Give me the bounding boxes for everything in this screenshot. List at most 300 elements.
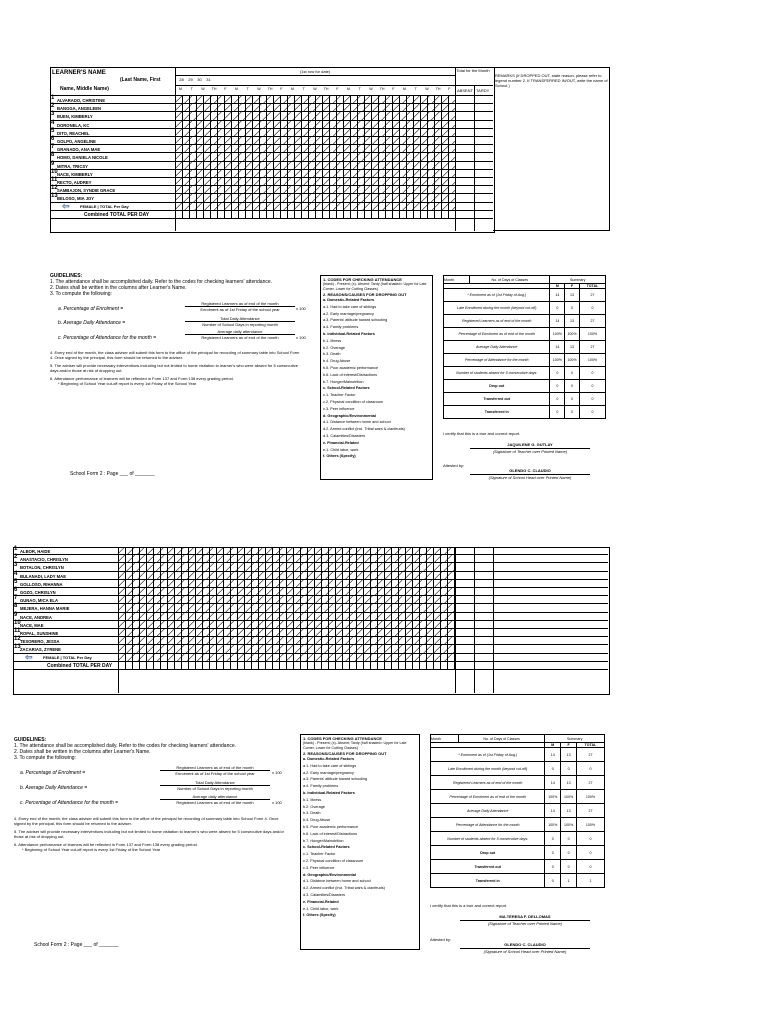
guideline-6b: * Beginning of School Year cut-off report is every 1st Friday of the School Year [58,381,197,386]
total-label: TOTAL [577,743,605,748]
cell-lines [175,162,455,169]
code-item: a.3. Parents' attitude toward schooling [323,318,388,323]
codes-title-1: 1. CODES FOR CHECKING ATTENDANCE [323,277,402,282]
learner-name: DITO, REACHEL [57,130,90,136]
summary-value: 0 [545,762,561,776]
learner-name: BANGGA, ANGELEEN [57,106,102,112]
summary-value: 0 [565,406,580,419]
summary-value: 13 [565,341,580,354]
summary-row-label: Late Enrollment during the month (beyond cut-off) [431,762,545,776]
summary-label: Summary [550,276,606,284]
code-item: d.2. Armed conflict (incl. Tribal wars & clanfeuds) [303,886,385,891]
formula-a-num: Registered Learners as of end of the month [201,301,279,306]
summary-value: 13 [561,776,577,790]
table-row[interactable] [13,621,608,629]
guidelines-2 [14,737,284,761]
learner-name: TESORERO, JESSA [20,639,60,645]
codes-desc-2: (blank) - Present; (x)- Absent; Tardy (half shaded= Upper for Late Comer, Lower for Cutting Classes) [303,741,407,750]
code-item: b.1. Illness [323,338,342,343]
cell-lines [118,547,455,554]
cell-lines [175,170,455,177]
female-total-label: FEMALE | TOTAL Per Day [43,654,92,660]
summary-row [444,367,606,380]
code-item: a.2. Early marriage/pregnancy [303,770,354,775]
date-cell: 28 [179,77,184,82]
day-cell: M [235,87,238,91]
days-classes-label: No. of Days of Classes [470,276,550,284]
formula-b-label-2: b. Average Daily Attendance = [20,785,88,791]
formula-a-den-2: Enrolment as of 1st Friday of the school year [160,770,270,776]
x100-c-2: x 100 [272,800,282,805]
x100-a-2: x 100 [272,770,282,775]
combined-total-label: Combined TOTAL PER DAY [84,211,150,218]
row-number: 2 [14,554,18,561]
summary-value: 0 [561,860,577,874]
date-cell: 29 [188,77,193,82]
learner-name: MEJERA, HANNA MARIE [20,606,70,612]
summary-row [431,818,605,832]
code-item: d.3. Calamities/Disasters [303,892,345,897]
summary-value: 0 [561,762,577,776]
teacher-name-1: JAQUILENE G. GUTLAY [470,442,590,449]
female-total-row [13,651,608,662]
cell-lines [118,613,455,620]
code-item: d.1. Distance between home and school [323,420,391,425]
code-item: c.1. Teacher Factor [303,852,336,857]
day-cell: TH [379,87,385,91]
summary-row [444,380,606,393]
code-item: c.3. Peer influence [303,865,335,870]
codes-list-1 [323,297,430,460]
summary-row [431,762,605,776]
code-item: f. Others (Specify) [323,454,356,459]
summary-value: 0 [545,846,561,860]
cell-lines [118,637,455,644]
table-row[interactable] [50,170,493,178]
table-row[interactable] [50,137,493,145]
table-row[interactable] [13,645,608,653]
day-cell: T [246,87,249,91]
code-item: d. Geographic/Environmental [323,413,376,418]
summary-header-row [431,735,605,743]
teacher-signature-2 [460,914,590,926]
summary-value: 27 [579,289,605,302]
code-item: a.1. Had to take care of siblings [323,304,377,309]
summary-value: 0 [579,380,605,393]
code-item: d. Geographic/Environmental [303,872,356,877]
guideline-2-b: 2. Dates shall be written in the columns after Learner's Name. [14,749,151,755]
cell-lines [118,596,455,603]
summary-row [444,393,606,406]
code-item: b. Individual-Related Factors [323,331,375,336]
m-label: M [545,743,561,748]
day-cell: W [201,87,205,91]
combined-total-row [13,662,608,670]
code-item: a.1. Had to take care of siblings [303,763,357,768]
table-row[interactable] [13,555,608,563]
learner-name: ROPAL, SUNSHINE [20,631,59,636]
formula-c-num-2: Average daily attendance [192,794,238,799]
summary-value: 0 [550,393,565,406]
cell-lines [118,555,455,562]
row-number: 12 [14,636,21,643]
summary-value: 0 [577,832,605,846]
x100-c: x 100 [296,335,306,340]
female-total-lines [118,654,455,661]
learner-name: SAMBAJON, SYNDIE GRACE [57,188,116,194]
combined-total-row [50,211,493,219]
row-number: 9 [51,160,55,167]
row-number: 12 [51,185,58,192]
combined-total-lines [175,211,455,218]
summary-row-label: Average Daily Attendance [431,804,545,818]
formula-a-label: a. Percentage of Enrolment = [58,306,124,312]
summary-label: Summary [545,735,605,743]
learner-name: ANASTACIO, CHRISLYN [20,557,68,563]
code-item: e.1. Child labor, work [303,906,339,911]
row-number: 13 [51,193,58,200]
table-row[interactable] [13,547,608,555]
learner-name: MITRA, TRICSY [57,163,88,169]
code-item: b.4. Drug Abuse [323,359,351,364]
summary-value: 100% [550,354,565,367]
summary-value: 27 [579,315,605,328]
summary-row [431,790,605,804]
summary-value: 100% [565,354,580,367]
table-row[interactable] [50,194,493,202]
summary-value: 0 [565,380,580,393]
cell-lines [175,145,455,152]
summary-table-1 [443,275,606,419]
day-cell: F [224,87,227,91]
table-row[interactable] [13,629,608,637]
code-item: b.2. Overage [303,804,325,809]
summary-row-label: * Enrolment as of (1st Friday of Aug.) [444,289,550,302]
summary-value: 14 [550,315,565,328]
f-label: F [561,743,577,748]
table-row[interactable] [50,145,493,153]
summary-row [444,328,606,341]
summary-row-label: Percentage of Attendance for the month [444,354,550,367]
month-cell[interactable]: Month [431,735,459,743]
row-number: 4 [14,570,18,577]
summary-row-label: Percentage of Enrolment as of end of the month [431,790,545,804]
table-row[interactable] [50,104,493,112]
code-item: a.4. Family problems [303,784,339,789]
table-row[interactable] [13,572,608,580]
day-cell: T [414,87,417,91]
summary-row-label: Number of students absent for 5 consecutive days: [431,832,545,846]
summary-table-2 [430,734,605,888]
summary-header-row [444,276,606,284]
formula-c-num: Average daily attendance [217,329,263,334]
row-number: 1 [51,95,55,101]
summary-row-label: Registered Learners as of end of the month [431,776,545,790]
guidelines-1-more [50,350,300,386]
guidelines-1 [50,273,320,297]
school-form-page-2: School Form 2 : Page ___ of _______ [34,942,119,948]
code-item: d.3. Calamities/Disasters [323,433,365,438]
code-item: b.3. Death [303,811,321,816]
guideline-1: 1. The attendance shall be accomplished daily. Refer to the codes for checking learners' attendance. [50,279,273,285]
guideline-4: 4. Every end of the month, the class adviser will submit this form to the office of the principal for recording of summary table into School Form 4. Once signed by the principal, this form should be returned to the adviser. [50,350,300,360]
codes-box-2 [300,734,420,950]
table-row[interactable] [50,178,493,186]
arrow-left-icon: ⇦ [25,651,33,662]
summary-row-label: Drop out [431,846,545,860]
table-row[interactable] [13,563,608,571]
remarks-label: REMARKS (If DROPPED OUT, state reason, please refer to legend number 2. If TRANSFERRED IN/OUT, write the name of School.) [495,73,608,88]
summary-row-label: Number of students absent for 5 consecutive days: [444,367,550,380]
summary-row-label: Percentage of Enrolment as of end of the month [444,328,550,341]
table-row[interactable] [50,112,493,120]
learner-name: GUNAO, MICA ELA [20,598,58,604]
cell-lines [175,178,455,185]
summary-value: 14 [545,748,561,762]
summary-row [444,302,606,315]
learner-name: GOLLOSO, RIHANNA [20,581,63,587]
summary-value: 13 [565,289,580,302]
learner-name: GRANADO, ANA MAE [57,147,101,153]
day-cell: M [347,87,350,91]
day-cell: F [280,87,283,91]
summary-value: 100% [577,818,605,832]
formula-c-2 [160,794,270,805]
cell-lines [175,137,455,144]
formula-b-den-2: Number of School Days in reporting month [160,785,270,791]
summary-value: 0 [579,367,605,380]
row-number: 11 [51,177,58,183]
remarks-column [493,67,610,231]
summary-value: 100% [579,354,605,367]
learner-name: RECTO, AUDREY [57,180,92,185]
summary-value: 0 [579,302,605,315]
summary-value: 27 [577,804,605,818]
date-row-line-top [175,75,455,76]
table-row[interactable] [13,596,608,604]
code-item: c. School-Related Factors [323,386,370,391]
row-number: 10 [14,619,21,626]
code-item: d.1. Distance between home and school [303,879,371,884]
cell-lines [175,112,455,119]
table-row[interactable] [13,588,608,596]
formula-a-2 [160,765,270,776]
codes-box-1 [320,275,433,480]
row-number: 8 [51,152,55,159]
learner-name: BULANADI, LADY MAE [20,573,66,579]
cell-lines [118,572,455,579]
formula-b-den: Number of School Days in reporting month [185,321,295,327]
guidelines-2-more [14,816,284,852]
summary-row-label: Transferred out [431,860,545,874]
summary-row-label: * Enrolment as of (1st Friday of Aug.) [431,748,545,762]
female-total-label: FEMALE | TOTAL Per Day [80,203,129,209]
row-number: 7 [51,144,55,151]
summary-row [444,315,606,328]
table-row[interactable] [13,580,608,588]
learner-name: ALBOR, HAIDE [20,549,51,554]
summary-value: 0 [577,846,605,860]
guideline-3: 3. To compute the following: [50,291,112,297]
row-number: 9 [14,611,18,618]
summary-value: 13 [561,804,577,818]
formula-c-den: Registered Learners as of end of the month [185,334,295,340]
summary-value: 1 [561,874,577,888]
table-row[interactable] [50,129,493,137]
cell-lines [118,604,455,611]
code-item: a.4. Family problems [323,325,359,330]
formula-a-label-2: a. Percentage of Enrolment = [20,770,86,776]
summary-value: 100% [579,328,605,341]
combined-total-lines [118,662,455,669]
month-cell[interactable]: Month [444,276,470,284]
summary-row [431,860,605,874]
table-row[interactable] [13,604,608,612]
tardy-label: TARDY [476,88,490,93]
code-item: b.4. Drug Abuse [303,818,331,823]
teacher-caption-1: (Signature of Teacher over Printed Name) [492,449,568,454]
m-label: M [550,284,565,289]
summary-row [431,832,605,846]
code-item: c.3. Peer influence [323,406,355,411]
summary-value: 100% [545,790,561,804]
cell-lines [118,629,455,636]
summary-value: 0 [561,832,577,846]
row-number: 1 [14,546,18,552]
formula-a-num-2: Registered Learners as of end of the month [176,765,254,770]
code-item: f. Others (Specify) [303,913,336,918]
day-cell: M [291,87,294,91]
absent-label: ABSENT [457,88,474,93]
code-item: b.7. Hunger/Malnutrition [323,379,364,384]
head-name-2: GLENDO C. CLAUDIO [460,942,590,949]
code-item: a. Domestic-Related Factors [303,757,355,761]
reasons-title-2: 2. REASONS/CAUSES FOR DROPPING OUT [303,751,387,756]
name-format-2: Name, Middle Name) [60,86,109,92]
learner-name: BOTALON, CHRISLYN [20,565,64,571]
code-item: a.3. Parents' attitude toward schooling [303,777,368,782]
learner-name: GOZO, CHRISLYN [20,590,56,595]
summary-value: 100% [561,818,577,832]
code-item: c.2. Physical condition of classroom [303,858,364,863]
day-cell: W [313,87,317,91]
learner-name: GOLPO, ANGELINE [57,139,96,144]
guidelines-title: GUIDELINES: [50,273,83,279]
guideline-6-b: 6. Attendance performance of learners will be reflected in Form 137 and Form 138 every grading period. [14,842,198,847]
day-cell: TH [267,87,273,91]
formula-b [185,316,295,327]
code-item: c. School-Related Factors [303,845,350,850]
table-row[interactable] [13,637,608,645]
table-row[interactable] [13,613,608,621]
date-cell: 31 [206,77,211,82]
head-name-1: GLENDO C. CLAUDIO [470,468,590,475]
formula-b-num: Total Daily Attendance [220,316,260,321]
total-sub-line [455,85,493,86]
teacher-signature-1 [470,442,590,454]
learner-name: DORONELA, KC [57,122,90,128]
summary-row [444,289,606,302]
row-number: 10 [51,168,58,175]
day-cell: W [369,87,373,91]
summary-row [444,406,606,419]
summary-value: 0 [545,874,561,888]
total-for-month: Total for the Month [456,68,490,73]
attested-2: Attested by: [430,937,452,942]
summary-value: 0 [550,302,565,315]
code-item: b.3. Death [323,352,341,357]
combined-total-label: Combined TOTAL PER DAY [47,662,113,669]
formula-b-2 [160,780,270,791]
head-caption-1: (Signature of School Head over Printed Name) [488,475,572,480]
cell-lines [175,129,455,136]
guideline-4-b: 4. Every end of the month, the class adviser will submit this form to the office of the principal for recording of summary table into School Form 4. Once signed by the principal, this form should be returned to the adviser. [14,816,279,826]
table-row[interactable] [50,162,493,170]
summary-value: 100% [565,328,580,341]
summary-value: 0 [545,860,561,874]
summary-value: 0 [550,380,565,393]
summary-value: 100% [577,790,605,804]
head-caption-2: (Signature of School Head over Printed Name) [483,949,567,954]
f-label: F [565,284,580,289]
cell-lines [118,563,455,570]
table-row[interactable] [50,96,493,104]
row-number: 3 [51,111,55,118]
table-row[interactable] [50,186,493,194]
summary-value: 13 [561,748,577,762]
summary-value: 14 [545,776,561,790]
x100-a: x 100 [296,306,306,311]
total-label: TOTAL [579,284,605,289]
row-number: 5 [51,127,55,134]
cell-lines [118,580,455,587]
summary-row-label: Drop out [444,380,550,393]
code-item: b.6. Lack of interest/Distractions [323,372,378,377]
summary-value: 100% [561,790,577,804]
guideline-1-b: 1. The attendance shall be accomplished daily. Refer to the codes for checking learners' attendance. [14,743,237,749]
formula-c-label-2: c. Percentage of Attendance for the month = [20,800,119,806]
summary-value: 14 [550,289,565,302]
certify-1: I certify that this is a true and correct report. [443,431,521,436]
female-total-row [50,200,493,211]
summary-row [431,804,605,818]
code-item: a.2. Early marriage/pregnancy [323,311,374,316]
summary-value: 0 [577,860,605,874]
date-cell: 30 [197,77,202,82]
summary-value: 0 [577,762,605,776]
row-number: 11 [14,628,21,634]
table-row[interactable] [50,153,493,161]
summary-value: 13 [565,315,580,328]
code-item: b.2. Overage [323,345,345,350]
row-number: 8 [14,603,18,610]
row-number: 2 [51,103,55,110]
learner-name: ZACARIAS, ZYRENE [20,647,61,653]
guideline-3-b: 3. To compute the following: [14,755,76,761]
day-cell: TH [323,87,329,91]
row-number: 3 [14,562,18,569]
guideline-5: 5. The adviser will provide necessary interventions including but not limited to home visitation to learner's who were absent for 5 consecutive days and/or those at risk of dropping out. [50,363,298,373]
summary-value: 0 [579,393,605,406]
learner-name: HOMO, DANIELA NICOLE [57,155,108,161]
day-cell: W [257,87,261,91]
table-row[interactable] [50,121,493,129]
reasons-title-1: 2. REASONS/CAUSES FOR DROPPING OUT [323,292,407,297]
summary-row-label: Registered Learners as of end of the month [444,315,550,328]
learner-name: NACE, MAE [20,622,44,628]
formula-a [185,301,295,312]
row-number: 6 [51,136,55,142]
